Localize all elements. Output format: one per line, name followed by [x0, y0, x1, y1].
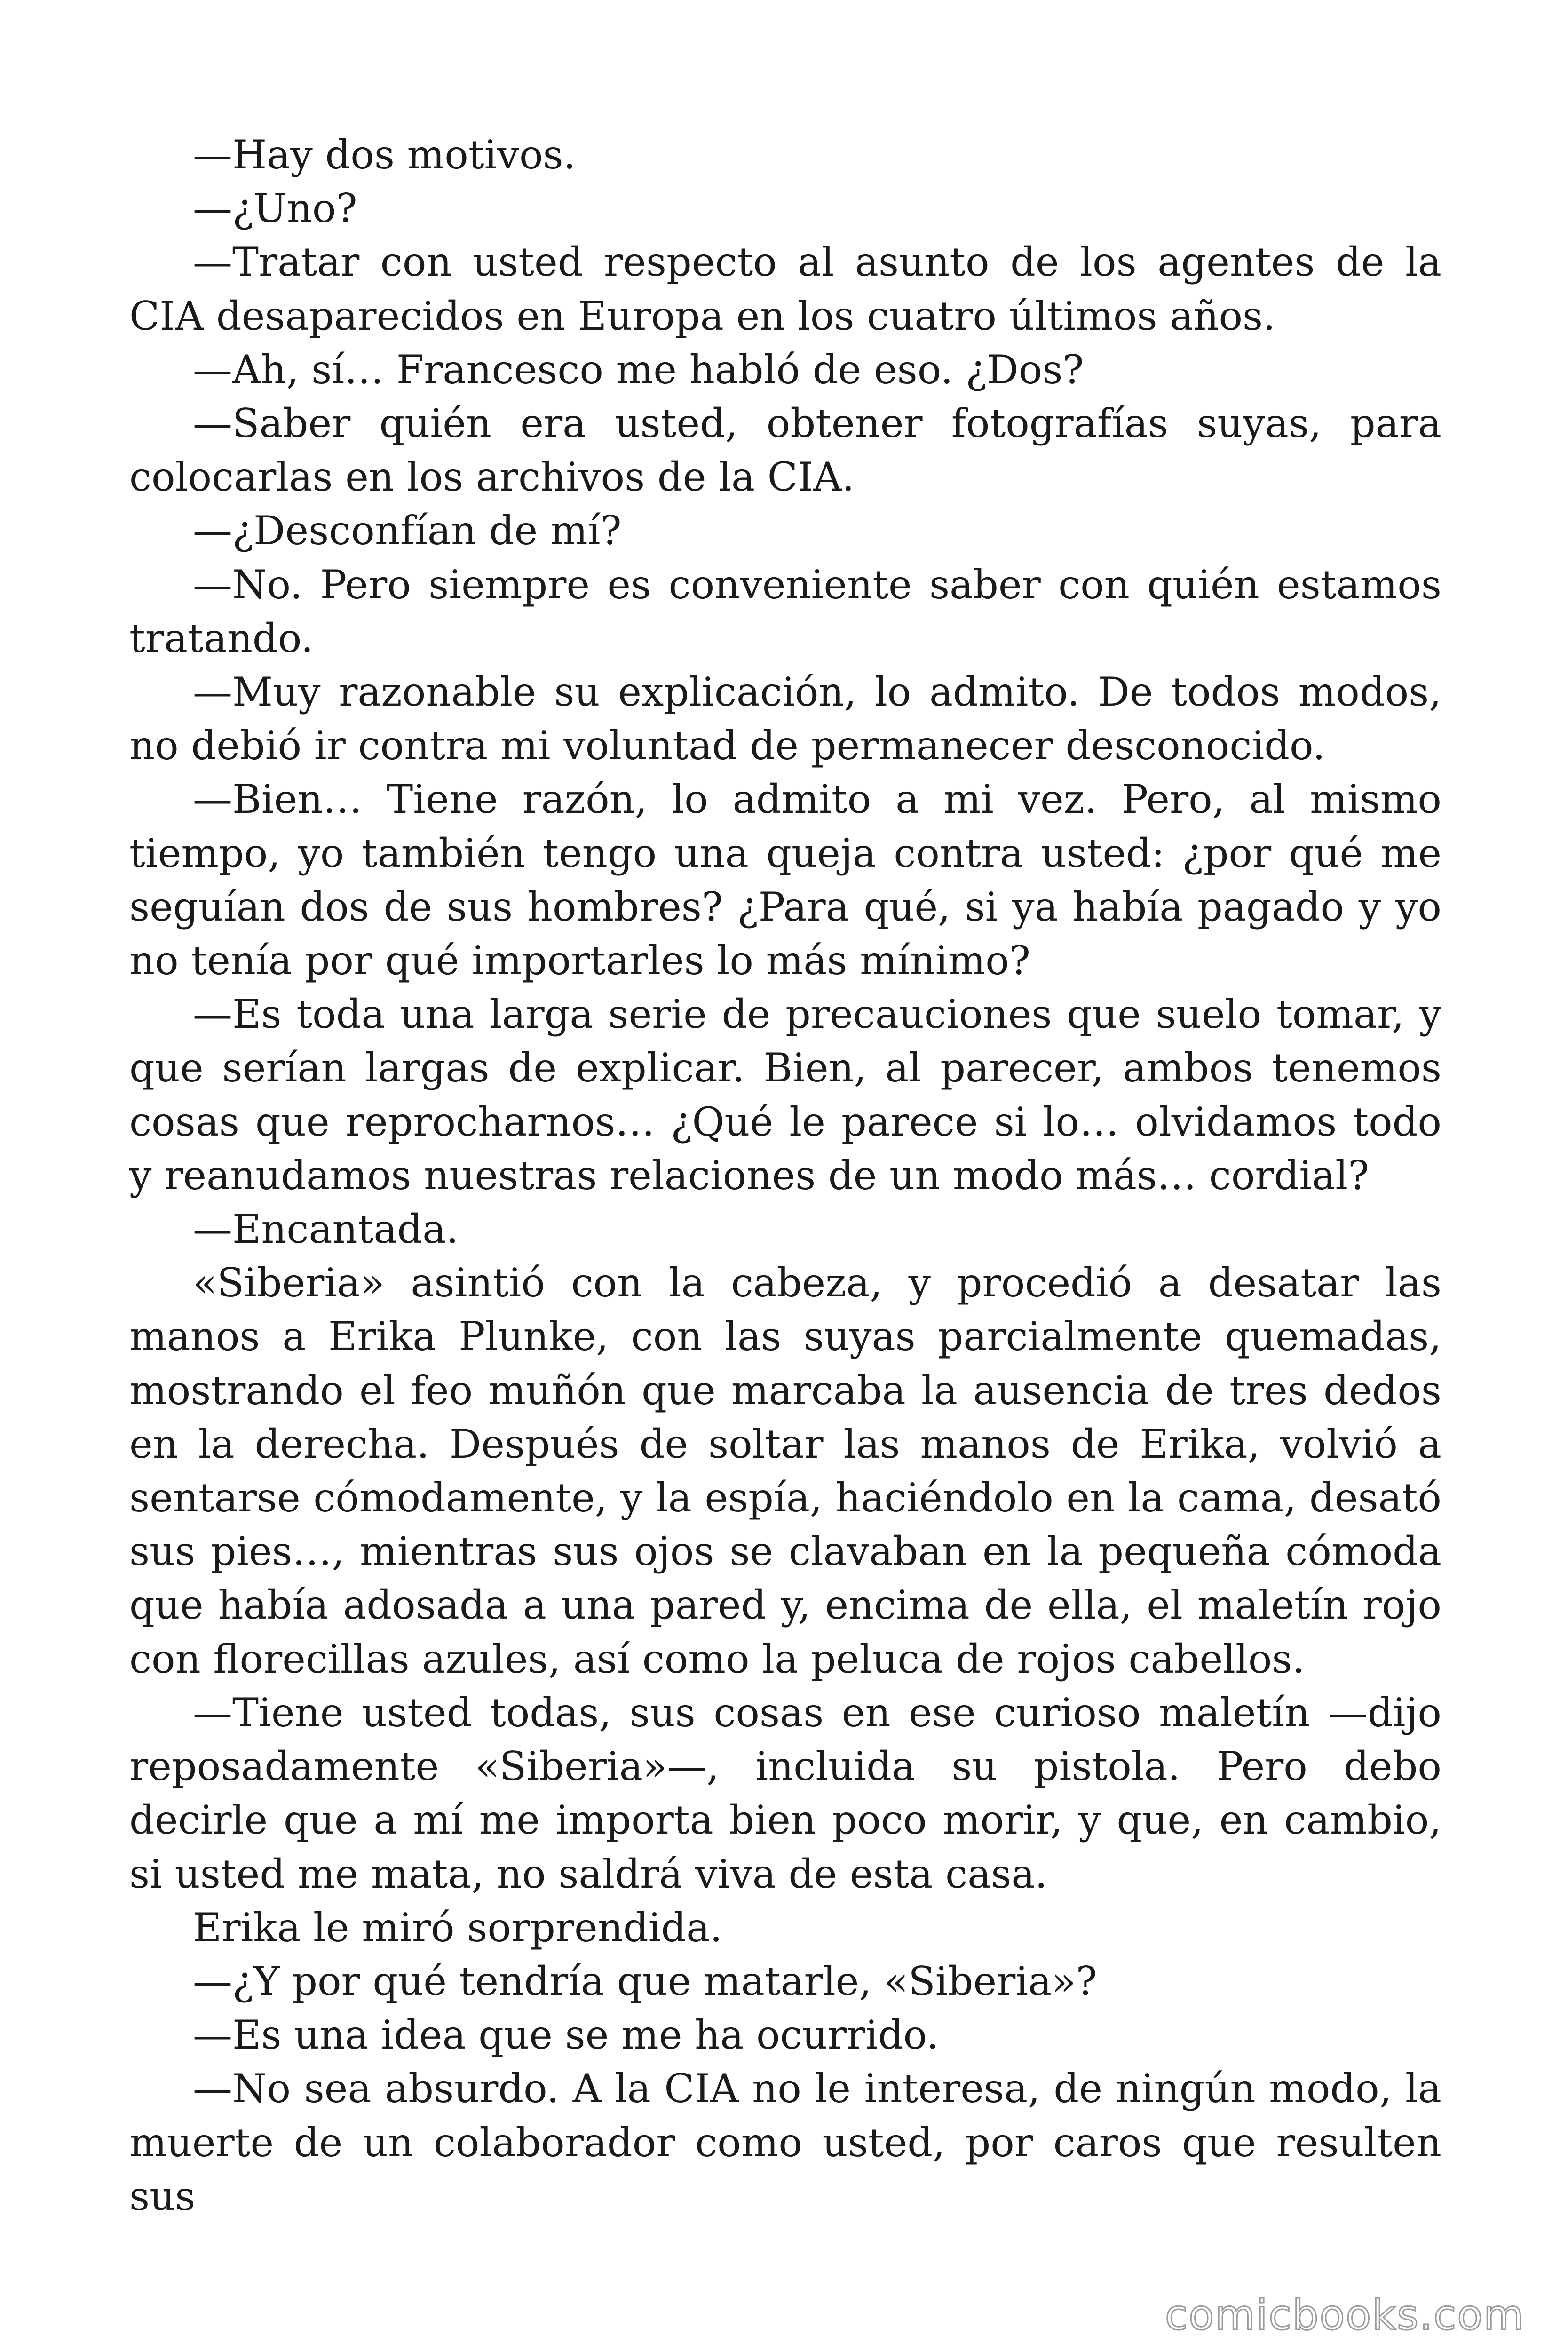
paragraph: «Siberia» asintió con la cabeza, y procedió a desatar las manos a Erika Plunke, con las suyas parcialmente quemadas, mostrando el feo muñón que marcaba la ausencia de tres dedos en la derecha. Después de soltar las manos de Erika, volvió a sentarse cómodamente, y la espía, haciéndolo en la cama, desató sus pies…, mientras sus ojos se clavaban en la pequeña cómoda que había adosada a una pared y, encima de ella, el maletín rojo con florecillas azules, así como la peluca de rojos cabellos. [129, 1260, 1441, 1682]
paragraph: —Tratar con usted respecto al asunto de los agentes de la CIA desaparecidos en Europa en los cuatro últimos años. [129, 239, 1441, 339]
site-watermark: comicbooks.com [1164, 2291, 1525, 2339]
paragraph: —Es una idea que se me ha ocurrido. [193, 2012, 939, 2058]
paragraph: —¿Desconfían de mí? [193, 508, 622, 554]
paragraph: —Encantada. [193, 1206, 459, 1253]
paragraph: —¿Y por qué tendría que matarle, «Siberia»? [193, 1958, 1097, 2004]
paragraph: —Es toda una larga serie de precauciones que suelo tomar, y que serían largas de explicar. Bien, al parecer, ambos tenemos cosas que reprocharnos… ¿Qué le parece si lo… olvidamos todo y reanudamos nuestras relaciones de un modo más… cordial? [129, 991, 1441, 1199]
paragraph: —No sea absurdo. A la CIA no le interesa, de ningún modo, la muerte de un colaborador como usted, por caros que resulten sus [129, 2066, 1441, 2219]
paragraph: —Saber quién era usted, obtener fotografías suyas, para colocarlas en los archivos de la CIA. [129, 400, 1441, 501]
paragraph: —Muy razonable su explicación, lo admito. De todos modos, no debió ir contra mi voluntad de permanecer desconocido. [129, 669, 1441, 769]
book-page [129, 128, 1441, 2223]
paragraph: —Tiene usted todas, sus cosas en ese curioso maletín —dijo reposadamente «Siberia»—, incluida su pistola. Pero debo decirle que a mí me importa bien poco morir, y que, en cambio, si usted me mata, no saldrá viva de esta casa. [129, 1689, 1441, 1897]
paragraph: —Hay dos motivos. [193, 132, 576, 178]
paragraph: —¿Uno? [193, 185, 357, 232]
paragraph: —No. Pero siempre es conveniente saber con quién estamos tratando. [129, 561, 1441, 661]
paragraph: —Bien… Tiene razón, lo admito a mi vez. Pero, al mismo tiempo, yo también tengo una queja contra usted: ¿por qué me seguían dos de sus hombres? ¿Para qué, si ya había pagado y yo no tenía por qué importarles lo más mínimo? [129, 776, 1441, 984]
paragraph: —Ah, sí… Francesco me habló de eso. ¿Dos? [193, 346, 1084, 393]
paragraph: Erika le miró sorprendida. [193, 1904, 723, 1951]
